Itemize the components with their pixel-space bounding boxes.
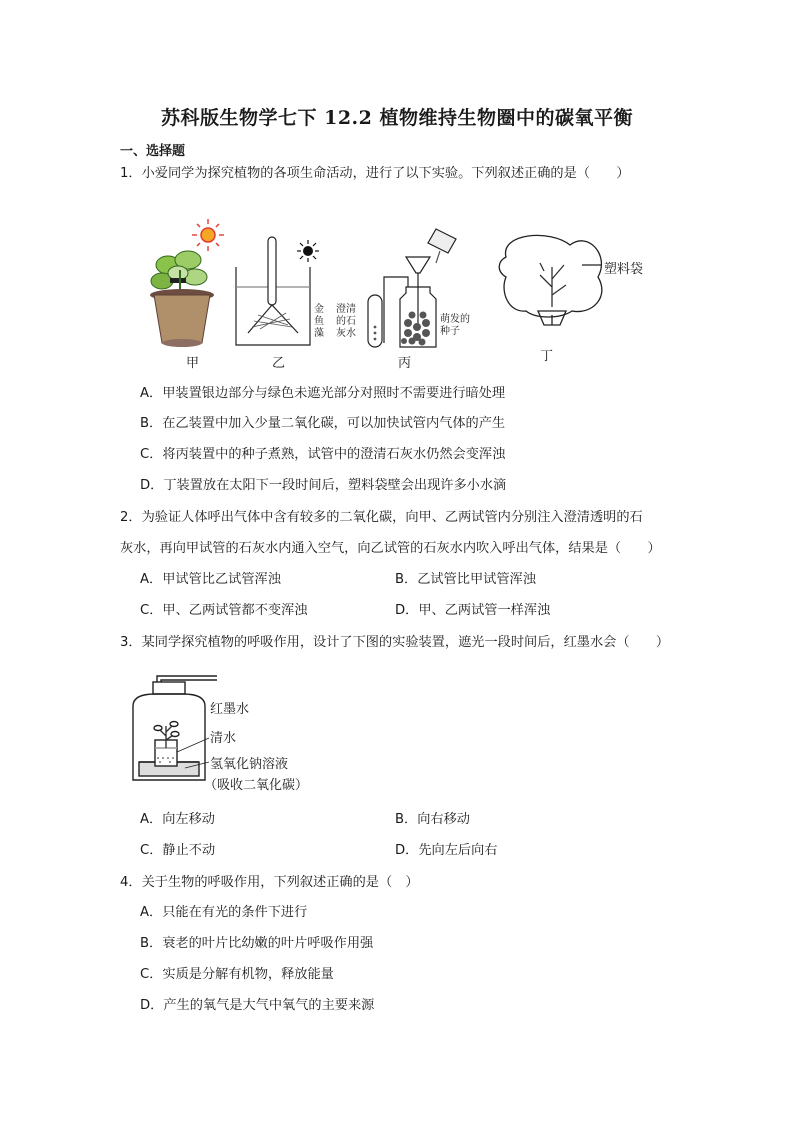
- question-3-stem: 3．某同学探究植物的呼吸作用，设计了下图的实验装置，遮光一段时间后，红墨水会（ ）: [120, 635, 670, 650]
- q2-option-a: A．甲试管比乙试管浑浊: [140, 572, 281, 587]
- q4-option-d: D．产生的氧气是大气中氧气的主要来源: [140, 998, 375, 1013]
- document-title: 苏科版生物学七下 12.2 植物维持生物圈中的碳氧平衡: [160, 107, 633, 129]
- label-germinating-seeds: 萌发的 种子: [440, 314, 470, 337]
- label-red-ink: 红墨水: [210, 702, 250, 717]
- q4-option-c: C．实质是分解有机物，释放能量: [140, 967, 334, 982]
- figure-label-yi: 乙: [272, 356, 286, 371]
- q1-option-a: A．甲装置银边部分与绿色未遮光部分对照时不需要进行暗处理: [140, 386, 506, 401]
- q2-option-c: C．甲、乙两试管都不变浑浊: [140, 603, 308, 618]
- q2-option-b: B．乙试管比甲试管浑浊: [395, 572, 536, 587]
- q1-option-c: C．将丙装置中的种子煮熟，试管中的澄清石灰水仍然会变浑浊: [140, 447, 506, 462]
- question-4-stem: 4．关于生物的呼吸作用，下列叙述正确的是（ ）: [120, 875, 419, 890]
- q4-option-a: A．只能在有光的条件下进行: [140, 905, 308, 920]
- figure-label-bing: 丙: [398, 356, 412, 371]
- question-2-stem-line-2: 灰水，再向甲试管的石灰水内通入空气，向乙试管的石灰水内吹入呼出气体，结果是（ ）: [120, 541, 661, 556]
- q1-option-d: D．丁装置放在太阳下一段时间后，塑料袋壁会出现许多小水滴: [140, 478, 507, 493]
- label-absorb-co2: （吸收二氧化碳）: [204, 778, 309, 793]
- question-1-stem: 1．小爱同学为探究植物的各项生命活动，进行了以下实验。下列叙述正确的是（ ）: [120, 166, 630, 181]
- q3-option-b: B．向右移动: [395, 812, 470, 827]
- figure-1-experiments: [140, 215, 680, 375]
- question-2-stem-line-1: 2．为验证人体呼出气体中含有较多的二氧化碳，向甲、乙两试管内分别注入澄清透明的石: [120, 510, 643, 525]
- section-heading: 一、选择题: [120, 144, 186, 159]
- sun-icon: [297, 240, 319, 262]
- potted-plant-icon: [150, 251, 214, 347]
- figure-label-jia: 甲: [186, 356, 200, 371]
- sun-icon: [192, 219, 224, 251]
- figure-label-ding: 丁: [540, 349, 554, 364]
- label-sodium-hydroxide: 氢氧化钠溶液: [210, 757, 289, 772]
- q4-option-b: B．衰老的叶片比幼嫩的叶片呼吸作用强: [140, 936, 374, 951]
- q3-option-a: A．向左移动: [140, 812, 215, 827]
- beaker-with-waterweed: [236, 237, 310, 345]
- q3-option-d: D．先向左后向右: [395, 843, 498, 858]
- label-clear-limewater: 澄清 的石 灰水: [336, 304, 356, 339]
- q3-option-c: C．静止不动: [140, 843, 216, 858]
- q2-option-d: D．甲、乙两试管一样浑浊: [395, 603, 551, 618]
- label-plastic-bag: 塑料袋: [604, 262, 644, 277]
- q1-option-b: B．在乙装置中加入少量二氧化碳，可以加快试管内气体的产生: [140, 416, 506, 431]
- plant-in-plastic-bag: [499, 235, 602, 325]
- label-goldfish-weed: 金 鱼 藻: [314, 304, 324, 339]
- label-clear-water: 清水: [210, 731, 237, 746]
